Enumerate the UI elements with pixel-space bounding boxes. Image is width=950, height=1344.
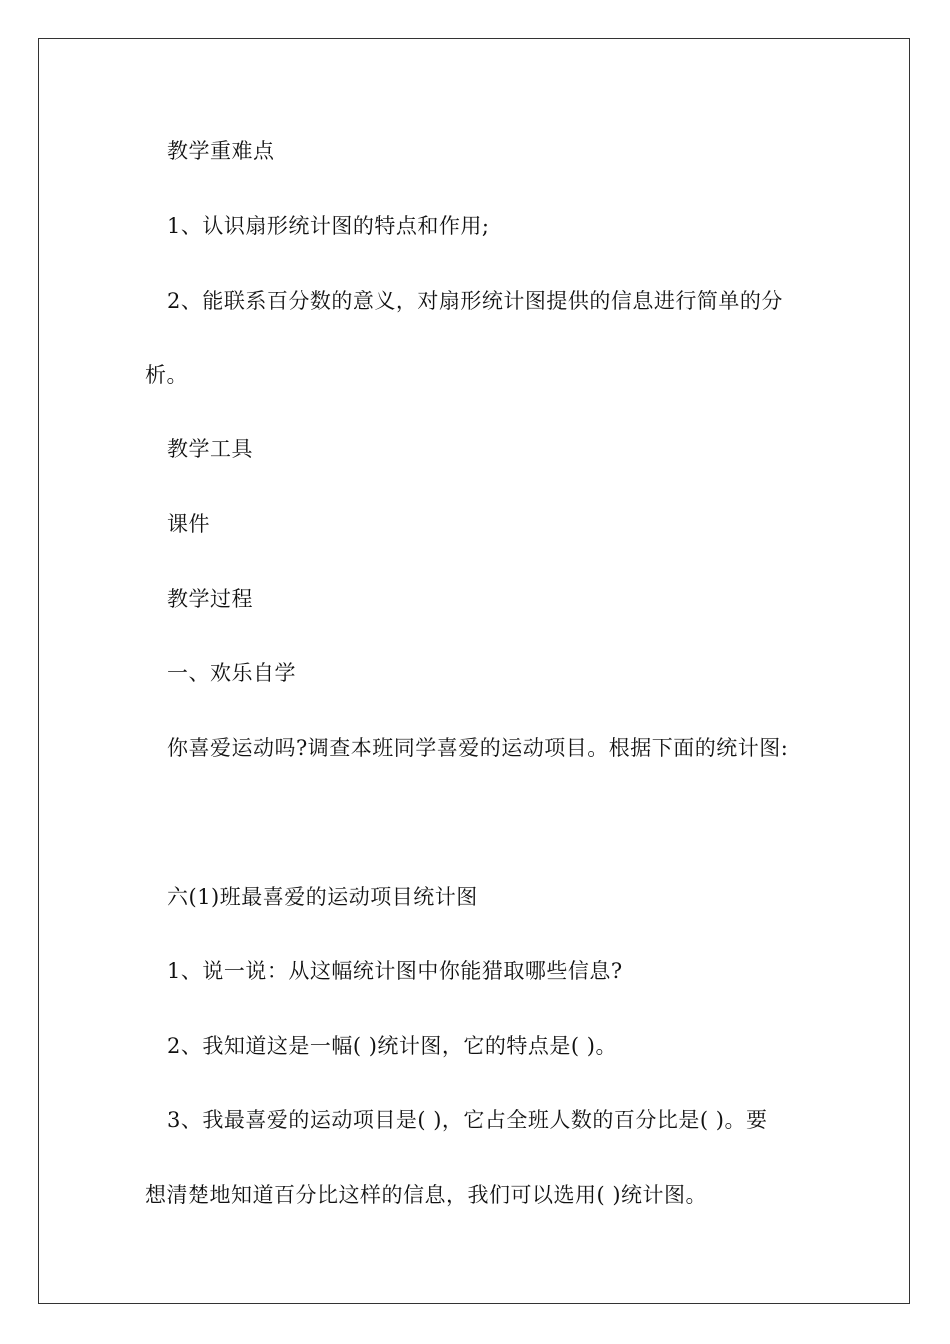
question-3: 3、我最喜爱的运动项目是( )，它占全班人数的百分比是( )。要	[167, 1108, 768, 1132]
tools-text: 课件	[167, 512, 210, 536]
question-2: 2、我知道这是一幅( )统计图，它的特点是( )。	[167, 1034, 617, 1058]
chart-caption: 六(1)班最喜爱的运动项目统计图	[167, 885, 478, 909]
intro-question: 你喜爱运动吗?调查本班同学喜爱的运动项目。根据下面的统计图:	[167, 736, 789, 760]
question-1: 1、说一说：从这幅统计图中你能猎取哪些信息?	[167, 959, 623, 983]
question-3-continued: 想清楚地知道百分比这样的信息，我们可以选用( )统计图。	[145, 1183, 708, 1207]
section-1-title: 一、欢乐自学	[167, 661, 296, 685]
heading-process: 教学过程	[167, 587, 253, 611]
point-2-continued: 析。	[145, 363, 188, 387]
point-1: 1、认识扇形统计图的特点和作用;	[167, 214, 490, 238]
point-2: 2、能联系百分数的意义，对扇形统计图提供的信息进行简单的分	[167, 289, 783, 313]
heading-tools: 教学工具	[167, 437, 253, 461]
heading-key-points: 教学重难点	[167, 139, 275, 163]
